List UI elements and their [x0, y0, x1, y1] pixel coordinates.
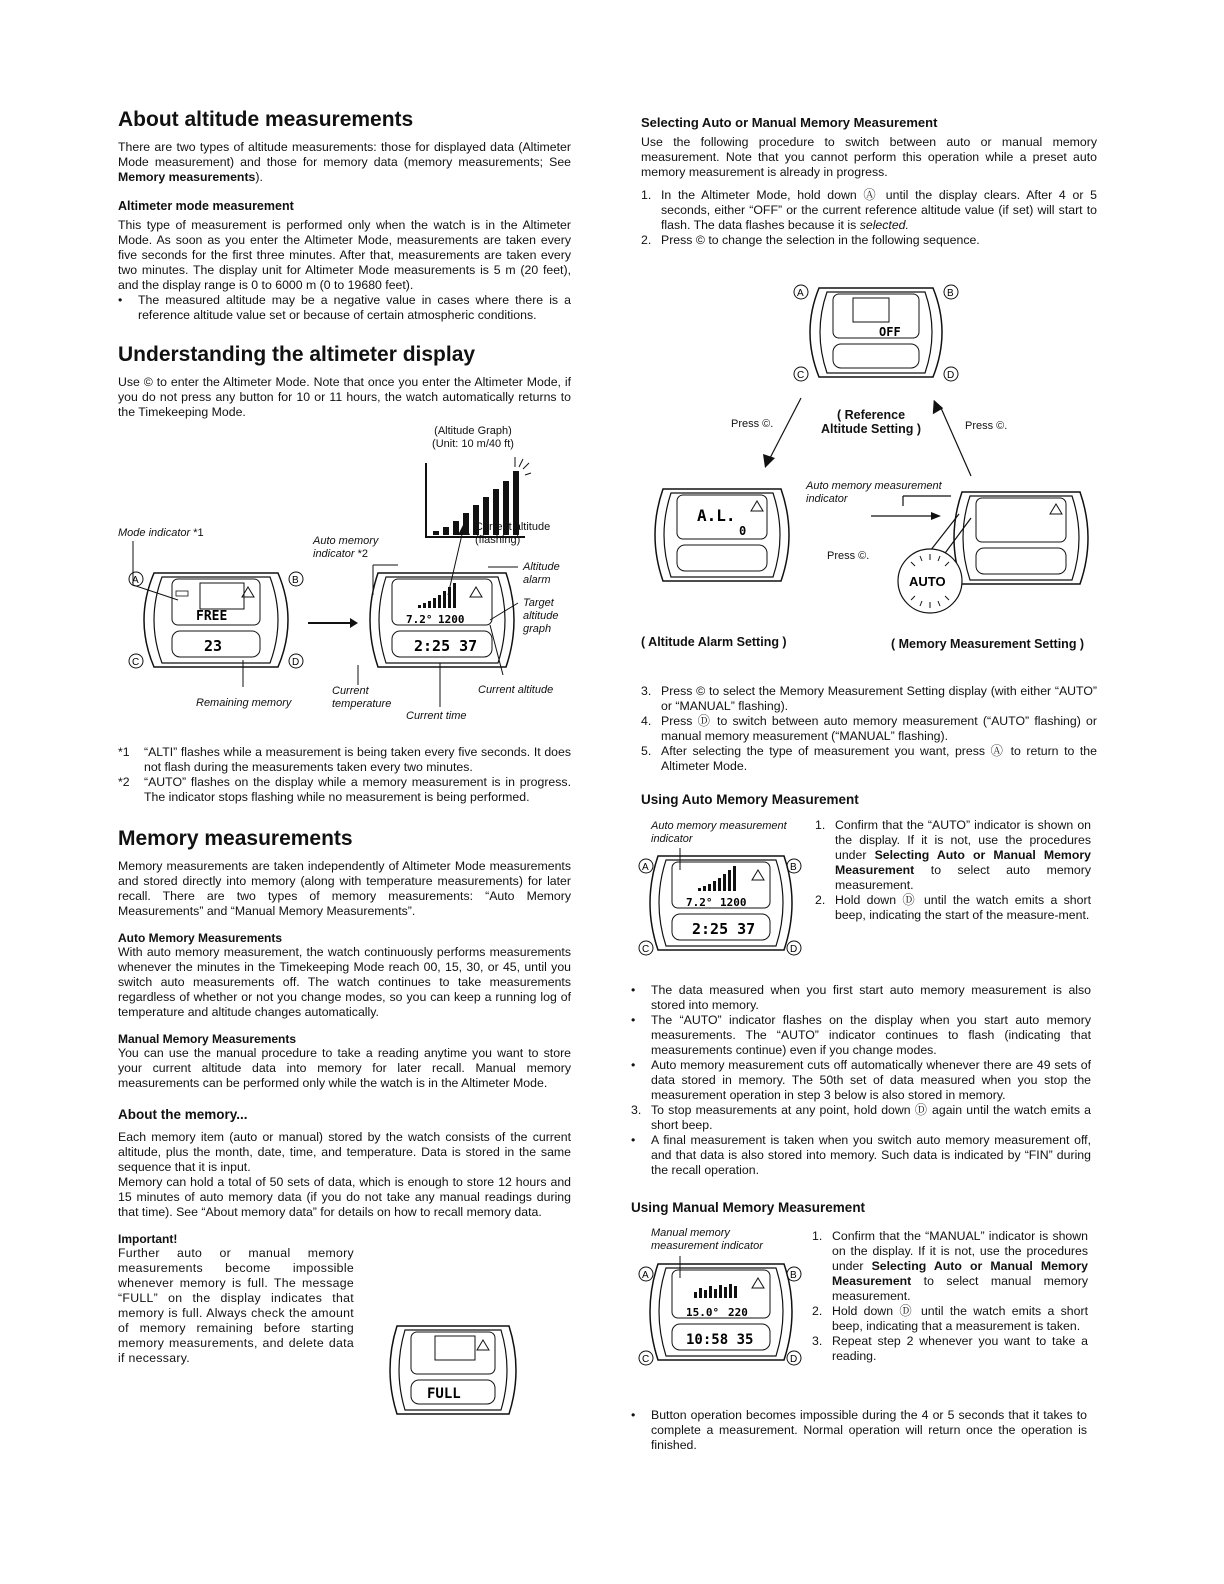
button-b-label-2: B	[947, 288, 954, 299]
right-column-steps	[641, 684, 1097, 807]
lcd-temperature: 7.2°	[406, 613, 433, 626]
select-step-1: 1. In the Altimeter Mode, hold down Ⓐ until the display clears. After 4 or 5 seconds, either “OFF” or the current reference altitude value (if set) will start to flash. The data flashes because it is selected.	[641, 188, 1097, 232]
auto-lcd-temp: 7.2°	[686, 896, 713, 909]
manual-memory-text: You can use the manual procedure to take a reading anytime you want to store your current altitude data into memory for later recall. Manual memory measurements can be performed only while the watch is in the Altimeter Mode.	[118, 1046, 571, 1090]
altitude-alarm-setting-label: ( Altitude Alarm Setting )	[641, 635, 787, 649]
lcd-off: OFF	[879, 325, 901, 339]
press-c-right: Press ©.	[965, 420, 1008, 432]
button-c-label-4: C	[642, 1354, 650, 1365]
button-d-label-4: D	[790, 1354, 798, 1365]
press-c-left: Press ©.	[731, 418, 774, 430]
altimeter-mode-text: This type of measurement is performed only when the watch is in the Altimeter Mode. As soon as you enter the Altimeter Mode, measurements are taken every five seconds for the first three minutes. After that, measurements are taken every two minutes. The display unit for Altimeter Mode measurements is 5 m (20 feet), and the display range is 0 to 6000 m (0 to 19680 feet).	[118, 218, 571, 292]
lcd-full: FULL	[427, 1386, 461, 1402]
auto-memory-indicator-label-2: Auto memory measurement indicator	[806, 480, 942, 505]
using-auto-heading: Using Auto Memory Measurement	[641, 792, 859, 807]
select-step-2: 2. Press © to change the selection in the following sequence.	[641, 233, 980, 247]
button-a-label: A	[132, 575, 139, 586]
using-manual-heading: Using Manual Memory Measurement	[631, 1200, 866, 1215]
button-b-label: B	[292, 575, 299, 586]
manual-indicator-label: Manual memory measurement indicator	[651, 1227, 763, 1252]
lcd-altitude: 1200	[438, 613, 465, 626]
manual-lcd-alt: 220	[728, 1306, 748, 1319]
auto-bullet-2: • The “AUTO” indicator flashes on the display when you start auto memory measurements. The “AUTO” indicator continues to flash (indicating that measurements continue) even if you change modes.	[631, 1013, 1091, 1057]
remaining-memory-label: Remaining memory	[196, 697, 292, 709]
press-c-mid: Press ©.	[827, 550, 870, 562]
lcd-zero: 0	[739, 524, 747, 538]
memory-text: Memory measurements are taken independently of Altimeter Mode measurements and stored directly into memory (along with temperature measurements) for later recall. There are two types of memory measurements: “Auto Memory Measurements” and “Manual Memory Measurements”.	[118, 859, 571, 918]
about-altitude-text: There are two types of altitude measurements: those for displayed data (Altimeter Mode measurement) and those for memory data (memory measurements; See Memory measurements).	[118, 140, 571, 184]
auto-bullet-4: • A final measurement is taken when you switch auto memory measurement off, and that data is also stored into memory. Such data is indicated by “FIN” during the recall operation.	[631, 1133, 1091, 1177]
manual-steps	[812, 1229, 1088, 1364]
button-c-label-3: C	[642, 944, 650, 955]
watch-auto-memory	[636, 848, 806, 958]
manual-lcd-time: 10:58 35	[686, 1332, 754, 1348]
mode-indicator-label: Mode indicator *1	[118, 527, 204, 539]
altitude-alarm-label: Altitude alarm	[523, 561, 560, 586]
current-altitude-label: Current altitude	[478, 684, 554, 696]
altimeter-mode-bullet: • The measured altitude may be a negative value in cases where there is a reference altitude value set or because of certain atmospheric conditions.	[118, 293, 571, 322]
button-d-label-3: D	[790, 944, 798, 955]
altitude-graph-label: (Altitude Graph) (Unit: 10 m/40 ft)	[432, 425, 514, 450]
button-a-label-4: A	[642, 1270, 649, 1281]
auto-lcd-alt: 1200	[720, 896, 747, 909]
button-b-label-3: B	[790, 862, 797, 873]
watch-memory-setting-display	[946, 486, 1096, 591]
select-step-4: 4. Press Ⓓ to switch between auto memory measurement (“AUTO” flashing) or manual memory measurement (“MANUAL” flashing).	[641, 714, 1097, 743]
auto-indicator-burst	[895, 546, 965, 616]
auto-step-3: 3. To stop measurements at any point, hold down Ⓓ again until the watch emits a short beep.	[631, 1103, 1091, 1132]
current-temperature-label: Current temperature	[332, 685, 392, 710]
button-d-label: D	[292, 657, 300, 668]
lcd-free: FREE	[196, 609, 228, 624]
footnote-2: *2 “AUTO” flashes on the display while a memory measurement is in progress. The indicator stops flashing while no measurement is being performed.	[118, 775, 571, 804]
right-column	[641, 115, 1097, 248]
button-c-label: C	[132, 657, 140, 668]
reference-altitude-label: ( Reference Altitude Setting )	[821, 408, 921, 436]
current-time-label: Current time	[406, 710, 467, 722]
about-altitude-title: About altitude measurements	[118, 108, 414, 131]
auto-bullet-3: • Auto memory measurement cuts off automatically whenever there are 49 sets of data stored in memory. The 50th set of data measured when you stop the measurement operation in step 3 below is also stored in memory.	[631, 1058, 1091, 1102]
auto-memory-heading: Auto Memory Measurements	[118, 931, 283, 945]
watch-altitude-alarm-display	[647, 483, 797, 588]
auto-steps	[815, 818, 1091, 923]
auto-bullet-1: • The data measured when you first start auto memory measurement is also stored into memory.	[631, 983, 1091, 1012]
altimeter-mode-heading: Altimeter mode measurement	[118, 199, 294, 213]
final-bullet	[631, 1408, 1087, 1453]
selecting-heading: Selecting Auto or Manual Memory Measurement	[641, 115, 938, 130]
important-text: Further auto or manual memory measurements become impossible whenever memory is full. The message “FULL” on the display indicates that memory is full. Always check the amount of memory remaining before starting memory measurements, and delete data if necessary.	[118, 1246, 354, 1365]
about-memory-text-2: Memory can hold a total of 50 sets of data, which is enough to store 12 hours and 15 minutes of auto memory data (if you do not take any manual readings during that time). See “About memory data” for details on how to recall memory data.	[118, 1175, 571, 1219]
manual-lcd-temp: 15.0°	[686, 1306, 720, 1319]
manual-step-1: 1. Confirm that the “MANUAL” indicator is shown on the display. If it is not, use the procedures under Selecting Auto or Manual Memory Measurement to select manual memory measurement.	[812, 1229, 1088, 1303]
button-c-label-2: C	[797, 370, 805, 381]
manual-memory-heading: Manual Memory Measurements	[118, 1032, 297, 1046]
left-column	[118, 108, 571, 420]
button-b-label-4: B	[790, 1270, 797, 1281]
final-bullet-item: • Button operation becomes impossible during the 4 or 5 seconds that it takes to complete a measurement. Normal operation will return once the operation is finished.	[631, 1408, 1087, 1452]
selection-sequence-diagram	[641, 278, 1101, 658]
auto-indicator-label: Auto memory measurement indicator	[651, 820, 787, 845]
button-a-label-2: A	[797, 288, 804, 299]
auto-bullets	[631, 983, 1091, 1215]
about-memory-heading: About the memory...	[118, 1107, 248, 1122]
select-step-3: 3. Press © to select the Memory Measurement Setting display (with either “AUTO” or “MANUAL” flashing).	[641, 684, 1097, 713]
understanding-title: Understanding the altimeter display	[118, 343, 476, 366]
footnote-1: *1 “ALTI” flashes while a measurement is being taken every five seconds. It does not flash during the measurements taken every two minutes.	[118, 745, 571, 774]
understanding-text: Use © to enter the Altimeter Mode. Note that once you enter the Altimeter Mode, if you do not press any button for 10 or 11 hours, the watch automatically returns to the Timekeeping Mode.	[118, 375, 571, 419]
current-altitude-flashing-label: Current altitude (flashing)	[475, 521, 551, 546]
lcd-auto: AUTO	[909, 574, 946, 589]
lcd-al: A.L.	[697, 506, 736, 525]
button-d-label-2: D	[947, 370, 955, 381]
left-column-lower	[118, 745, 571, 1366]
button-a-label-3: A	[642, 862, 649, 873]
sequence-arrows	[641, 278, 1101, 658]
memory-measurement-setting-label: ( Memory Measurement Setting )	[891, 637, 1085, 651]
target-altitude-graph-label: Target altitude graph	[523, 597, 559, 635]
lcd-time: 2:25 37	[414, 637, 478, 655]
auto-step-2: 2. Hold down Ⓓ until the watch emits a short beep, indicating the start of the measure-ment.	[815, 893, 1091, 922]
watch-full-display	[383, 1320, 523, 1420]
auto-lcd-time: 2:25 37	[692, 920, 756, 938]
auto-memory-text: With auto memory measurement, the watch continuously performs measurements whenever the minutes in the Timekeeping Mode reach 00, 15, 30, or 45, until you switch auto measurements off. The watch continues to take measurements regardless of whether or not you change modes, so you can keep a running log of temperature and altitude changes automatically.	[118, 945, 571, 1019]
lcd-remaining: 23	[204, 637, 223, 655]
altimeter-display-diagram	[118, 425, 578, 730]
auto-memory-indicator-label: Auto memory indicator *2	[313, 535, 379, 560]
memory-title: Memory measurements	[118, 827, 353, 850]
select-step-5: 5. After selecting the type of measurement you want, press Ⓐ to return to the Altimeter Mode.	[641, 744, 1097, 773]
watch-manual-memory	[636, 1256, 806, 1368]
auto-step-1: 1. Confirm that the “AUTO” indicator is shown on the display. If it is not, use the procedures under Selecting Auto or Manual Memory Measurement to select auto memory measurement.	[815, 818, 1091, 892]
important-heading: Important!	[118, 1232, 178, 1246]
manual-step-3: 3. Repeat step 2 whenever you want to take a reading.	[812, 1334, 1088, 1363]
manual-step-2: 2. Hold down Ⓓ until the watch emits a short beep, indicating that a measurement is taken.	[812, 1304, 1088, 1333]
about-memory-text-1: Each memory item (auto or manual) stored by the watch consists of the current altitude, plus the month, date, time, and temperature. Data is stored in the same sequence that it is input.	[118, 1130, 571, 1174]
selecting-text: Use the following procedure to switch between auto or manual memory measurement. Note that you cannot perform this operation while a preset auto memory measurement is already in progress.	[641, 135, 1097, 179]
